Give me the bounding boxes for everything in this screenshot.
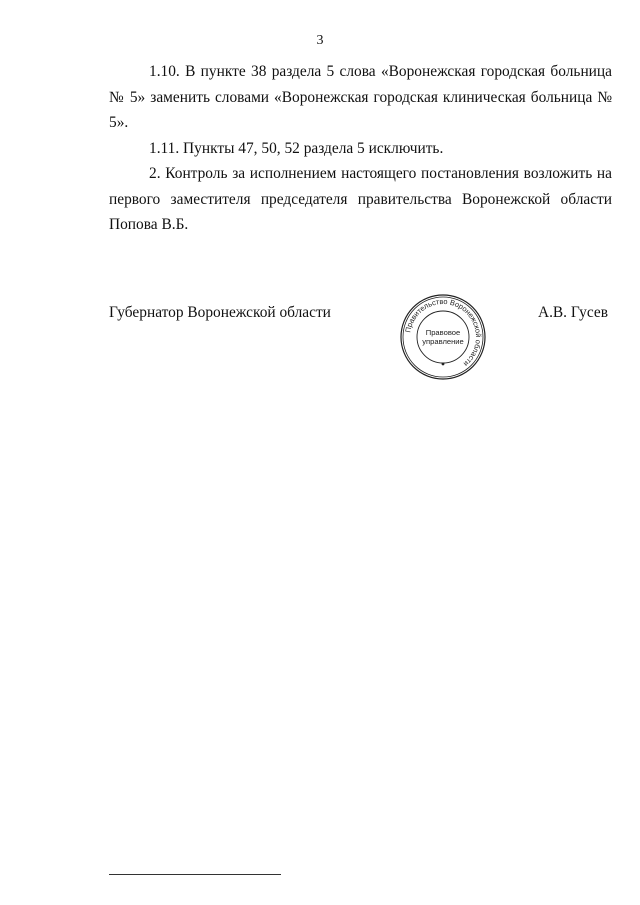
official-stamp-icon bbox=[398, 292, 488, 382]
paragraph-2: 2. Контроль за исполнением настоящего постановления возложить на первого заместителя председателя правительства Воронежской области Попова В.Б. bbox=[109, 165, 612, 233]
paragraph-1-10: 1.10. В пункте 38 раздела 5 слова «Воронежская городская больница № 5» заменить словами «Воронежская городская клиническая больница № 5». bbox=[109, 63, 612, 131]
signatory-title: Губернатор Воронежской области bbox=[109, 304, 331, 321]
stamp-ring-text: Правительство Воронежской области bbox=[403, 296, 484, 369]
stamp-center-line-1: Правовое bbox=[425, 328, 461, 337]
stamp-dot-icon bbox=[442, 363, 445, 366]
footer-rule bbox=[109, 874, 281, 875]
signatory-name: А.В. Гусев bbox=[537, 304, 608, 321]
page-number: 3 bbox=[316, 33, 324, 48]
stamp-center-line-2: управление bbox=[422, 337, 464, 346]
paragraph-1-11: 1.11. Пункты 47, 50, 52 раздела 5 исключить. bbox=[149, 140, 444, 157]
